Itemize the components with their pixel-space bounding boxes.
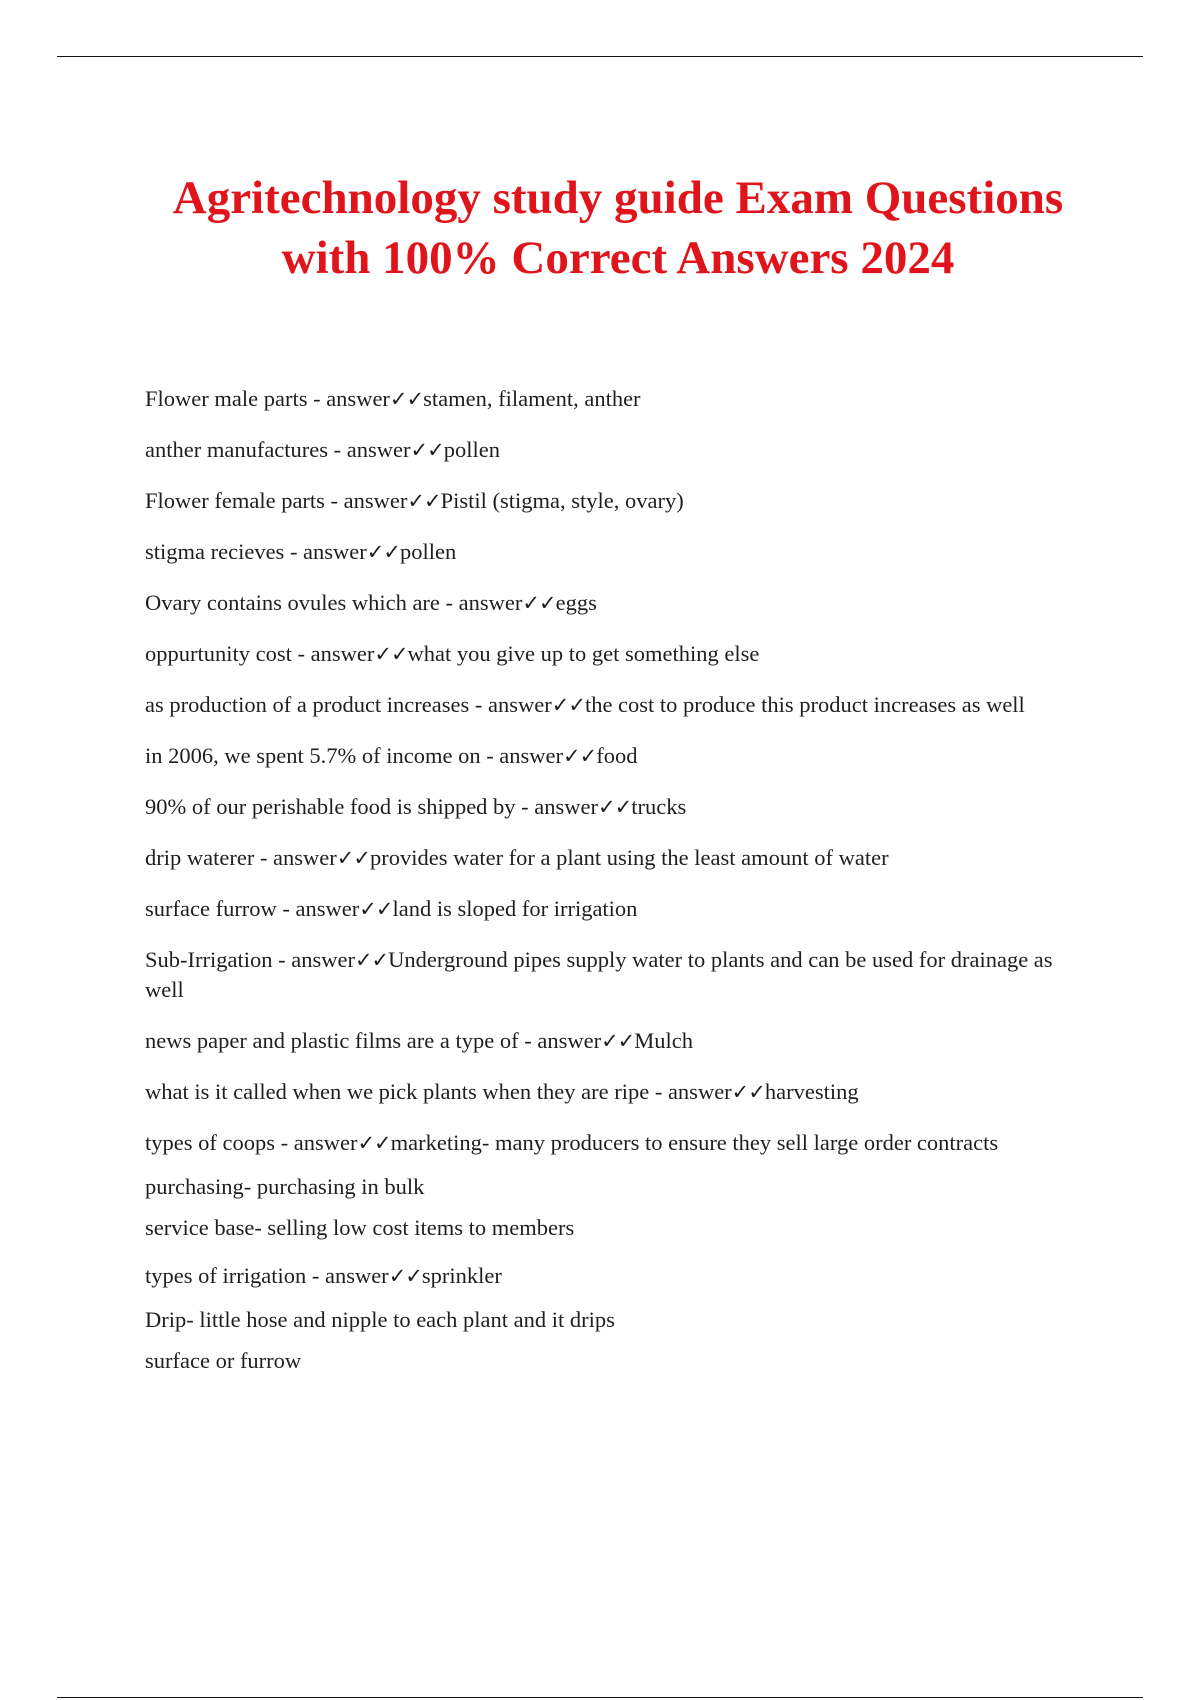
qa-item [145, 792, 1085, 822]
double-check-icon: ✓✓ [410, 438, 444, 462]
double-check-icon: ✓✓ [522, 591, 556, 615]
double-check-icon: ✓✓ [354, 948, 389, 972]
double-check-icon: ✓✓ [551, 693, 585, 717]
answer-text: the cost to produce this product increases as well [584, 692, 1025, 717]
qa-item [145, 384, 1085, 414]
question-text: as production of a product increases - answer [145, 692, 552, 717]
qa-item [145, 588, 1085, 618]
answer-text: what you give up to get something else [407, 641, 760, 666]
qa-continuation: surface or furrow [145, 1348, 302, 1373]
top-rule [57, 56, 1143, 57]
qa-item [145, 945, 1085, 1005]
answer-text: pollen [399, 539, 457, 564]
qa-item [145, 894, 1085, 924]
bottom-rule [57, 1697, 1143, 1698]
qa-item [145, 1128, 1085, 1158]
double-check-icon: ✓✓ [389, 387, 424, 411]
question-text: news paper and plastic films are a type of - answer [145, 1028, 602, 1053]
double-check-icon: ✓✓ [731, 1080, 765, 1104]
question-text: what is it called when we pick plants when they are ripe - answer [145, 1079, 732, 1104]
answer-text: stamen, filament, anther [423, 386, 641, 411]
question-text: stigma recieves - answer [145, 539, 367, 564]
answer-text: harvesting [764, 1079, 859, 1104]
qa-continuation: Drip- little hose and nipple to each plant and it drips [145, 1307, 615, 1332]
double-check-icon: ✓✓ [366, 540, 400, 564]
double-check-icon: ✓✓ [598, 795, 632, 819]
qa-item [145, 639, 1085, 669]
qa-item [145, 1026, 1085, 1056]
answer-text: Pistil (stigma, style, ovary) [440, 488, 684, 513]
double-check-icon: ✓✓ [357, 1131, 391, 1155]
question-text: in 2006, we spent 5.7% of income on - answer [145, 743, 564, 768]
answer-text: trucks [631, 794, 687, 819]
question-text: Flower male parts - answer [145, 386, 390, 411]
qa-continuation: purchasing- purchasing in bulk [145, 1174, 425, 1199]
title-line-2: with 100% Correct Answers 2024 [281, 232, 955, 284]
double-check-icon: ✓✓ [407, 489, 441, 513]
double-check-icon: ✓✓ [336, 846, 370, 870]
answer-text: provides water for a plant using the least amount of water [369, 845, 889, 870]
qa-item [145, 537, 1085, 567]
question-text: drip waterer - answer [145, 845, 337, 870]
question-text: anther manufactures - answer [145, 437, 411, 462]
document-title [120, 168, 1116, 288]
question-text: oppurtunity cost - answer [145, 641, 375, 666]
qa-item [145, 843, 1085, 873]
qa-list [145, 384, 1085, 1394]
double-check-icon: ✓✓ [601, 1029, 635, 1053]
answer-text: Mulch [634, 1028, 694, 1053]
answer-text: sprinkler [421, 1263, 502, 1288]
qa-continuation: service base- selling low cost items to members [145, 1215, 575, 1240]
question-text: surface furrow - answer [145, 896, 360, 921]
double-check-icon: ✓✓ [388, 1264, 422, 1288]
question-text: 90% of our perishable food is shipped by - answer [145, 794, 599, 819]
title-line-1: Agritechnology study guide Exam Questions [172, 172, 1064, 224]
double-check-icon: ✓✓ [374, 642, 408, 666]
question-text: types of coops - answer [145, 1130, 358, 1155]
double-check-icon: ✓✓ [563, 744, 597, 768]
answer-text: food [596, 743, 638, 768]
qa-item [145, 1261, 1085, 1291]
qa-item [145, 435, 1085, 465]
qa-item [145, 1077, 1085, 1107]
answer-text: eggs [555, 590, 597, 615]
question-text: Ovary contains ovules which are - answer [145, 590, 523, 615]
double-check-icon: ✓✓ [359, 897, 393, 921]
answer-text: marketing- many producers to ensure they sell large order contracts [390, 1130, 999, 1155]
answer-text: land is sloped for irrigation [392, 896, 638, 921]
qa-item [145, 741, 1085, 771]
answer-text: Underground pipes supply water to plants and can be used for drainage as well [145, 947, 1053, 1002]
question-text: Flower female parts - answer [145, 488, 408, 513]
answer-text: pollen [443, 437, 500, 462]
qa-item [145, 690, 1085, 720]
question-text: types of irrigation - answer [145, 1263, 389, 1288]
question-text: Sub-Irrigation - answer [145, 947, 355, 972]
qa-item [145, 486, 1085, 516]
